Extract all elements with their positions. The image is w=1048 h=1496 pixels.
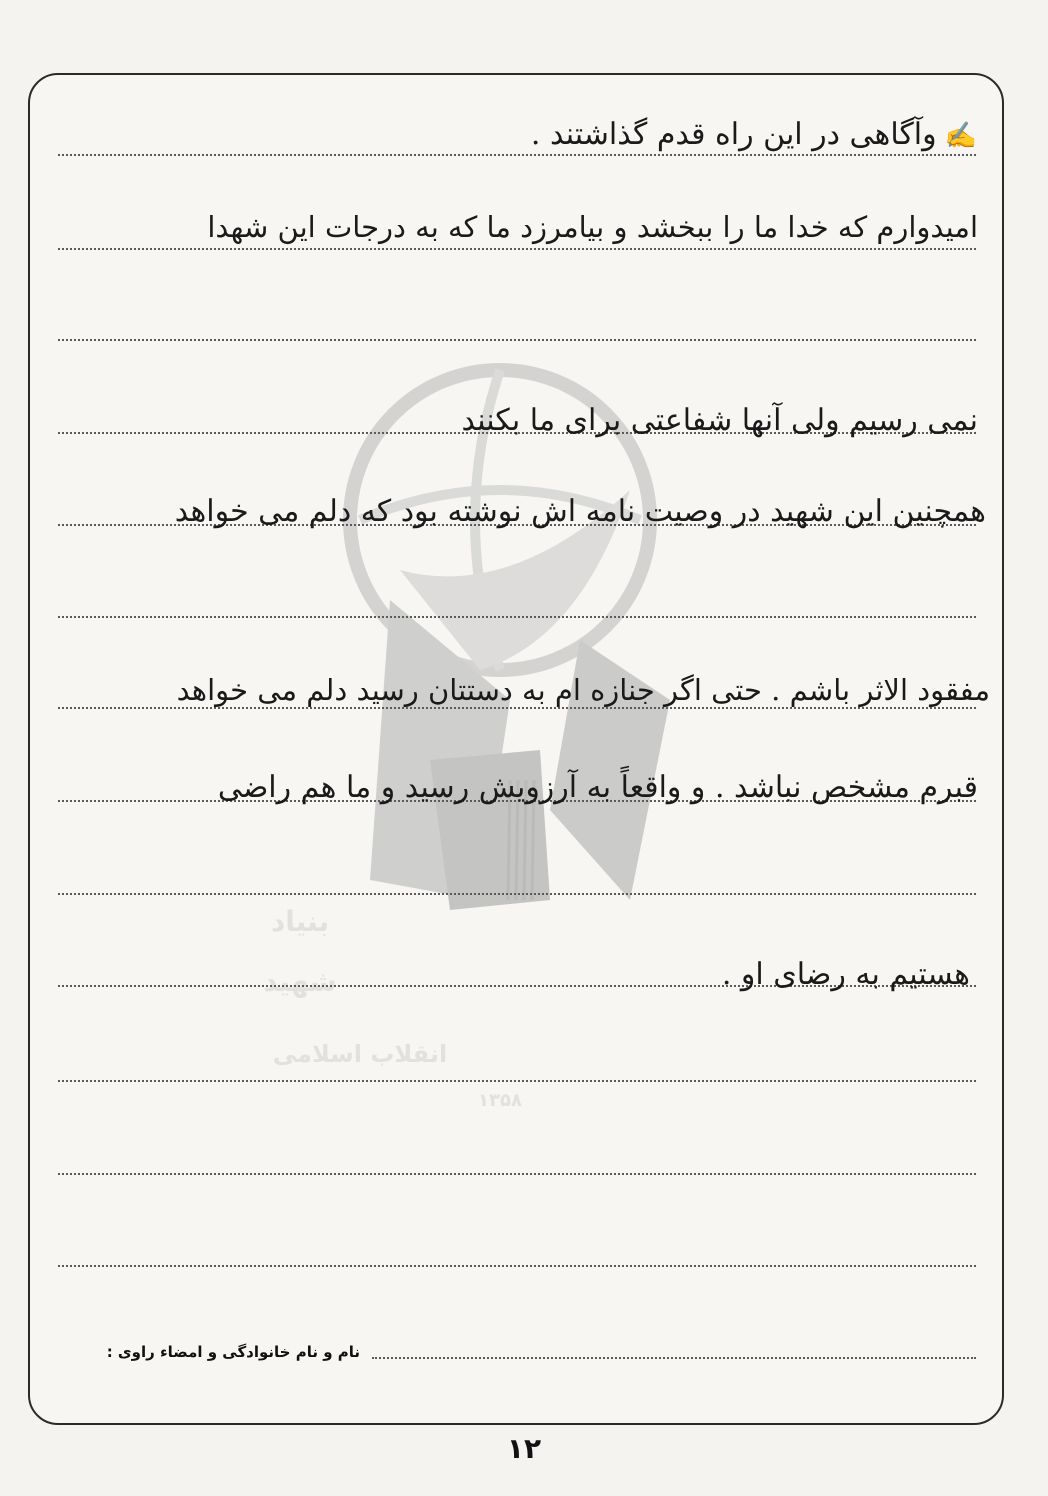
watermark-word-1: بنیاد bbox=[270, 905, 330, 938]
watermark-word-3: انقلاب اسلامی bbox=[272, 1040, 448, 1068]
narrator-signature-label: نام و نام خانوادگی و امضاء راوی : bbox=[106, 1343, 360, 1361]
handwriting-line-4: همچنین این شهید در وصیت نامه اش نوشته بود که دلم می خواهد bbox=[174, 494, 986, 529]
ruled-line bbox=[58, 1173, 976, 1175]
foundation-watermark bbox=[250, 340, 810, 1120]
ruled-line bbox=[58, 1080, 976, 1082]
page-number: ۱۲ bbox=[506, 1432, 542, 1465]
ruled-line bbox=[58, 1265, 976, 1267]
handwriting-line-2: امیدوارم که خدا ما را ببخشد و بیامرزد ما که به درجات این شهدا bbox=[207, 210, 978, 244]
signature-dotted-line bbox=[372, 1357, 976, 1359]
handwriting-line-6: قبرم مشخص نباشد . و واقعاً به آرزویش رسید و ما هم راضی bbox=[217, 770, 978, 805]
ruled-line bbox=[58, 616, 976, 618]
watermark-word-2: شهید bbox=[263, 965, 337, 998]
handwriting-line-3: نمی رسیم ولی آنها شفاعتی برای ما بکنند bbox=[461, 403, 978, 438]
ruled-line bbox=[58, 893, 976, 895]
handwriting-line-1 bbox=[531, 117, 978, 152]
ruled-line bbox=[58, 248, 976, 250]
pen-icon: ✍ bbox=[944, 121, 978, 151]
handwriting-line-7: هستیم به رضای او . bbox=[721, 957, 970, 992]
handwriting-line-1-text: وآگاهی در این راه قدم گذاشتند . bbox=[530, 117, 937, 152]
handwriting-line-5: مفقود الاثر باشم . حتی اگر جنازه ام به دستتان رسید دلم می خواهد bbox=[176, 673, 990, 707]
ruled-line bbox=[58, 154, 976, 156]
ruled-line bbox=[58, 707, 976, 709]
ruled-line bbox=[58, 339, 976, 341]
foundation-emblem-icon bbox=[250, 340, 810, 1120]
watermark-year: ۱۳۵۸ bbox=[478, 1090, 522, 1111]
